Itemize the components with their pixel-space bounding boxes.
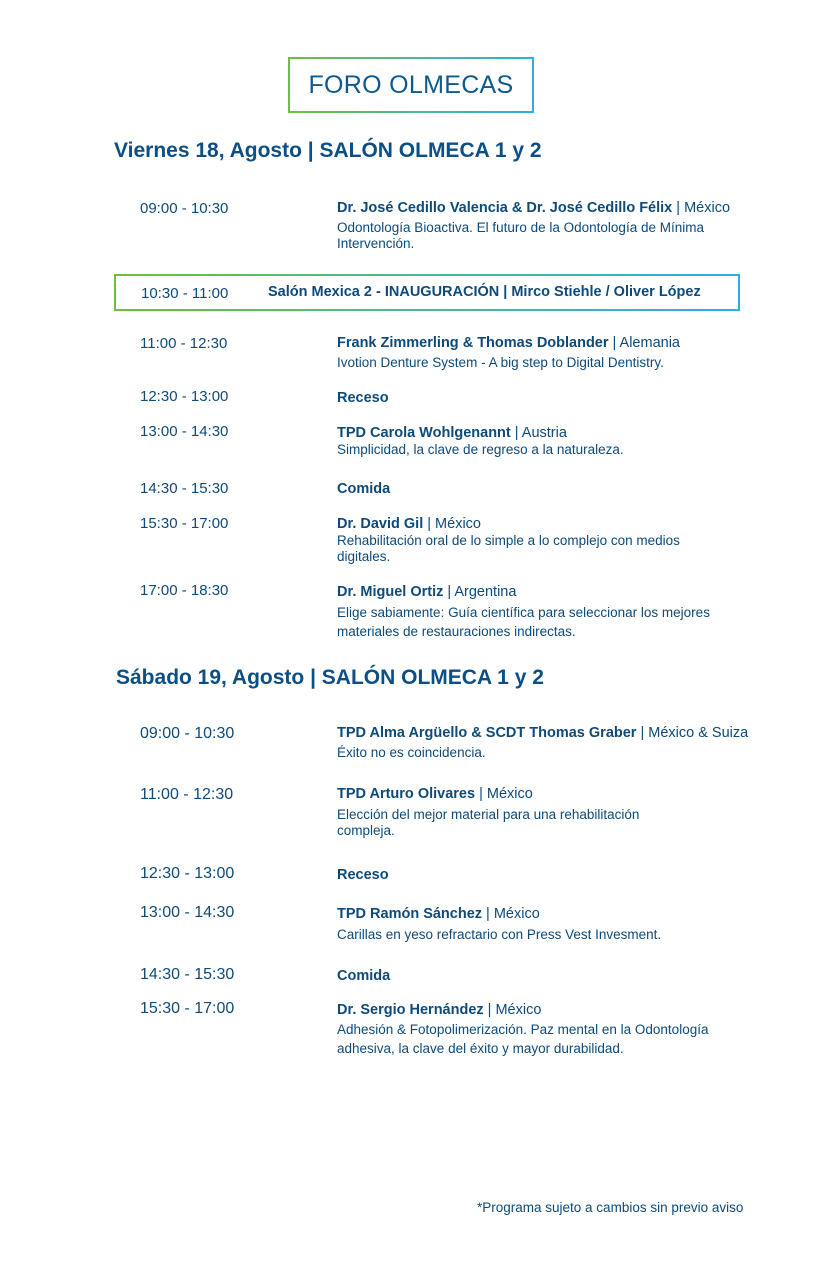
session-time: 12:30 - 13:00 — [140, 865, 235, 882]
inauguration-time: 10:30 - 11:00 — [141, 285, 229, 302]
session-country: | México — [475, 786, 533, 802]
session-topic: Ivotion Denture System - A big step to Digital Dentistry. — [337, 355, 664, 370]
session-time: 09:00 - 10:30 — [140, 725, 235, 742]
session-time: 13:00 - 14:30 — [140, 423, 229, 440]
meal-label: Comida — [337, 481, 391, 497]
session-speaker: Dr. José Cedillo Valencia & Dr. José Cedillo Félix — [337, 200, 673, 216]
break-label: Receso — [337, 867, 389, 883]
session-country: | Austria — [510, 425, 567, 441]
session-time: 11:00 - 12:30 — [140, 786, 234, 803]
session-topic: Elige sabiamente: Guía científica para seleccionar los mejores materiales de restauraciones indirectas. — [337, 605, 710, 639]
session-time: 11:00 - 12:30 — [140, 335, 228, 352]
session-country: | México & Suiza — [636, 725, 749, 741]
session-topic: Carillas en yeso refractario con Press Vest Invesment. — [337, 927, 662, 942]
disclaimer-footnote: *Programa sujeto a cambios sin previo aviso — [477, 1200, 744, 1215]
session-time: 14:30 - 15:30 — [140, 480, 229, 497]
session-speaker: TPD Ramón Sánchez — [337, 906, 483, 922]
session-country: | Alemania — [608, 335, 680, 351]
session-topic: Simplicidad, la clave de regreso a la naturaleza. — [337, 442, 624, 457]
session-topic: Éxito no es coincidencia. — [337, 745, 486, 760]
session-speaker: Frank Zimmerling & Thomas Doblander — [337, 335, 609, 351]
session-time: 12:30 - 13:00 — [140, 388, 229, 405]
session-speaker: TPD Alma Argüello & SCDT Thomas Graber — [337, 725, 637, 741]
session-time: 14:30 - 15:30 — [140, 966, 235, 983]
page-title: FORO OLMECAS — [288, 57, 534, 113]
inauguration-text: Salón Mexica 2 - INAUGURACIÓN | Mirco Stiehle / Oliver López — [268, 284, 701, 300]
session-topic: Adhesión & Fotopolimerización. Paz mental en la Odontología adhesiva, la clave del éxito y mayor durabilidad. — [337, 1022, 709, 1056]
session-time: 13:00 - 14:30 — [140, 904, 235, 921]
session-speaker: Dr. David Gil — [337, 516, 424, 532]
session-country: | México — [672, 200, 731, 216]
session-time: 15:30 - 17:00 — [140, 1000, 235, 1017]
session-country: | México — [482, 906, 540, 922]
session-topic: Odontología Bioactiva. El futuro de la Odontología de Mínima Intervención. — [337, 220, 704, 251]
day-heading-friday: Viernes 18, Agosto | SALÓN OLMECA 1 y 2 — [114, 139, 542, 162]
session-country: | México — [483, 1002, 542, 1018]
session-speaker: Dr. Sergio Hernández — [337, 1002, 484, 1018]
session-country: | Argentina — [443, 584, 517, 600]
session-speaker: Dr. Miguel Ortiz — [337, 584, 444, 600]
meal-label: Comida — [337, 968, 391, 984]
session-time: 15:30 - 17:00 — [140, 515, 229, 532]
day-heading-saturday: Sábado 19, Agosto | SALÓN OLMECA 1 y 2 — [116, 666, 544, 689]
session-topic: Rehabilitación oral de lo simple a lo complejo con medios digitales. — [337, 533, 680, 564]
session-speaker: TPD Carola Wohlgenannt — [337, 425, 511, 441]
session-speaker: TPD Arturo Olivares — [337, 786, 476, 802]
session-country: | México — [423, 516, 481, 532]
session-topic: Elección del mejor material para una rehabilitación compleja. — [337, 807, 640, 838]
inauguration-highlight — [114, 274, 740, 311]
session-time: 09:00 - 10:30 — [140, 200, 229, 217]
session-time: 17:00 - 18:30 — [140, 582, 229, 599]
break-label: Receso — [337, 390, 389, 406]
